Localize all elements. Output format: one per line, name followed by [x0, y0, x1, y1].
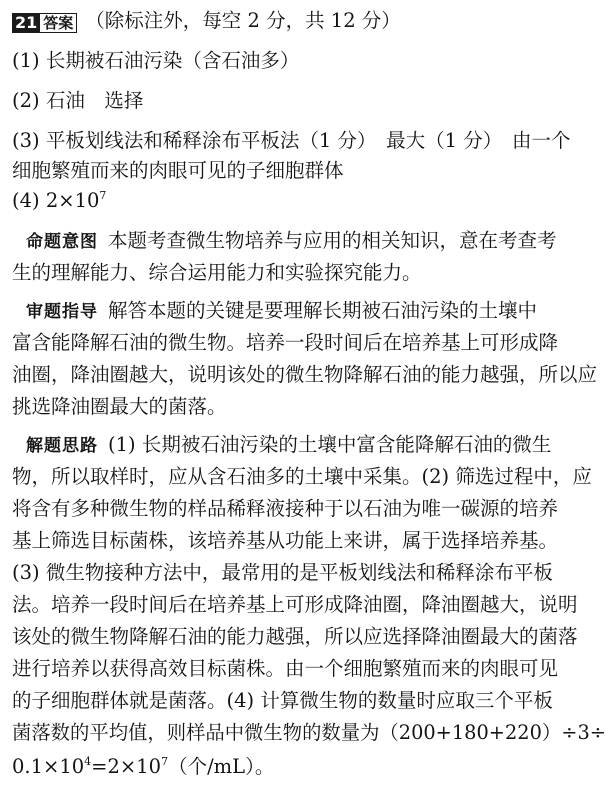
- reasoning-line-10: 菌落数的平均值，则样品中微生物的数量为（200+180+220）÷3÷: [12, 721, 606, 744]
- answer-4-base: (4) 2×10: [12, 189, 100, 212]
- guidance-line-4: 挑选降油圈最大的菌落。: [12, 395, 227, 418]
- answer-3-line-2: 细胞繁殖而来的肉眼可见的子细胞群体: [12, 159, 344, 182]
- intent-label: 命题意图: [26, 232, 98, 252]
- question-number: 21: [12, 13, 40, 33]
- reasoning-line-1: 解题思路 (1) 长期被石油污染的土壤中富含能降解石油的微生: [26, 433, 552, 456]
- reasoning-label: 解题思路: [26, 436, 98, 456]
- reasoning-line-2: 物，所以取样时，应从含石油多的土壤中采集。(2) 筛选过程中，应: [12, 465, 592, 488]
- guidance-line-3: 油圈，降油圈越大，说明该处的微生物降解石油的能力越强，所以应: [12, 363, 598, 386]
- reasoning-line-4: 基上筛选目标菌株，该培养基从功能上来讲，属于选择培养基。: [12, 529, 559, 552]
- intent-line-2: 生的理解能力、综合运用能力和实验探究能力。: [12, 261, 422, 284]
- answer-2: (2) 石油 选择: [12, 89, 144, 112]
- reasoning-line-3: 将含有多种微生物的样品稀释液接种于以石油为唯一碳源的培养: [12, 497, 559, 520]
- answer-1: (1) 长期被石油污染（含石油多）: [12, 49, 300, 72]
- answer-3-line-1: (3) 平板划线法和稀释涂布平板法（1 分） 最大（1 分） 由一个: [12, 129, 571, 152]
- guidance-line-1: 审题指导 解答本题的关键是要理解长期被石油污染的土壤中: [26, 299, 538, 322]
- answer-badge: [12, 7, 77, 37]
- answer-4-exponent: 7: [99, 189, 107, 202]
- intent-line-1: 命题意图 本题考查微生物培养与应用的相关知识，意在考查考: [26, 229, 557, 252]
- guidance-label: 审题指导: [26, 302, 98, 322]
- answer-header: [12, 6, 401, 37]
- reasoning-line-5: (3) 微生物接种方法中，最常用的是平板划线法和稀释涂布平板: [12, 561, 553, 584]
- score-note: （除标注外，每空 2 分，共 12 分）: [85, 9, 401, 32]
- reasoning-line-6: 法。培养一段时间后在培养基上可形成降油圈，降油圈越大，说明: [12, 593, 578, 616]
- answer-4: [12, 186, 106, 216]
- reasoning-line-9: 的子细胞群体就是菌落。(4) 计算微生物的数量时应取三个平板: [12, 689, 553, 712]
- answer-label: 答案: [39, 13, 77, 33]
- reasoning-line-11: $0.1\times 10^4=2\times 10^7$（个/mL）。: [12, 755, 275, 778]
- reasoning-line-7: 该处的微生物降解石油的能力越强，所以应选择降油圈最大的菌落: [12, 625, 578, 648]
- guidance-line-2: 富含能降解石油的微生物。培养一段时间后在培养基上可形成降: [12, 331, 559, 354]
- reasoning-line-8: 进行培养以获得高效目标菌株。由一个细胞繁殖而来的肉眼可见: [12, 657, 559, 680]
